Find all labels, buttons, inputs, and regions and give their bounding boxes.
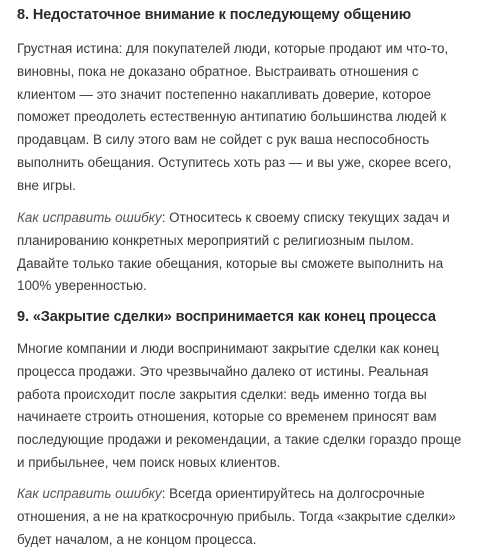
fix-line: [17, 483, 456, 506]
section-9-body: [17, 338, 461, 475]
body-line: и прибыльнее, чем поиск новых клиентов.: [17, 454, 281, 470]
body-line: выполнить обещания. Оступитесь хоть раз — и вы уже, скорее всего,: [17, 154, 452, 170]
section-9-fix: [17, 483, 456, 551]
body-line: процесса продажи. Это чрезвычайно далеко от истины. Реальная: [17, 363, 429, 379]
fix-line: [17, 207, 450, 230]
body-line: продавцам. В силу этого вам не сойдет с рук ваша неспособность: [17, 132, 430, 148]
body-line: работа происходит после закрытия сделки: ведь именно тогда вы: [17, 386, 427, 402]
fix-label: Как исправить ошибку: [17, 486, 162, 501]
body-line: Грустная истина: для покупателей люди, которые продают им что-то,: [17, 41, 449, 56]
fix-line: отношения, а не на краткосрочную прибыль. Тогда «закрытие сделки»: [17, 508, 456, 524]
body-line: клиентом — это значит постепенно накапливать доверие, которое: [17, 86, 432, 102]
body-line: виновны, пока не доказано обратное. Выстраивать отношения с: [17, 63, 419, 79]
fix-line: планированию конкретных мероприятий с религиозным пылом.: [17, 232, 414, 248]
body-line: Многие компании и люди воспринимают закрытие сделки как конец: [17, 341, 439, 356]
body-line: начинаете строить отношения, которые со временем приносят вам: [17, 409, 437, 425]
fix-text: : Относитесь к своему списку текущих задач и: [161, 210, 450, 225]
fix-line: Давайте только такие обещания, которые вы сможете выполнить на: [17, 255, 444, 271]
body-line: вне игры.: [17, 177, 76, 193]
section-9-heading: 9. «Закрытие сделки» воспринимается как конец процесса: [17, 309, 436, 325]
fix-line: 100% уверенностью.: [17, 278, 147, 294]
section-8-body: [17, 38, 451, 198]
section-8-heading: 8. Недостаточное внимание к последующему общению: [17, 7, 412, 23]
section-8-fix: [17, 207, 450, 298]
body-line: последующие продажи и рекомендации, а такие сделки гораздо проще: [17, 432, 462, 448]
fix-line: будет началом, а не концом процесса.: [17, 531, 257, 547]
body-line: поможет преодолеть естественную антипатию большинства людей к: [17, 109, 447, 125]
fix-text: : Всегда ориентируйтесь на долгосрочные: [161, 486, 425, 501]
fix-label: Как исправить ошибку: [17, 210, 162, 225]
